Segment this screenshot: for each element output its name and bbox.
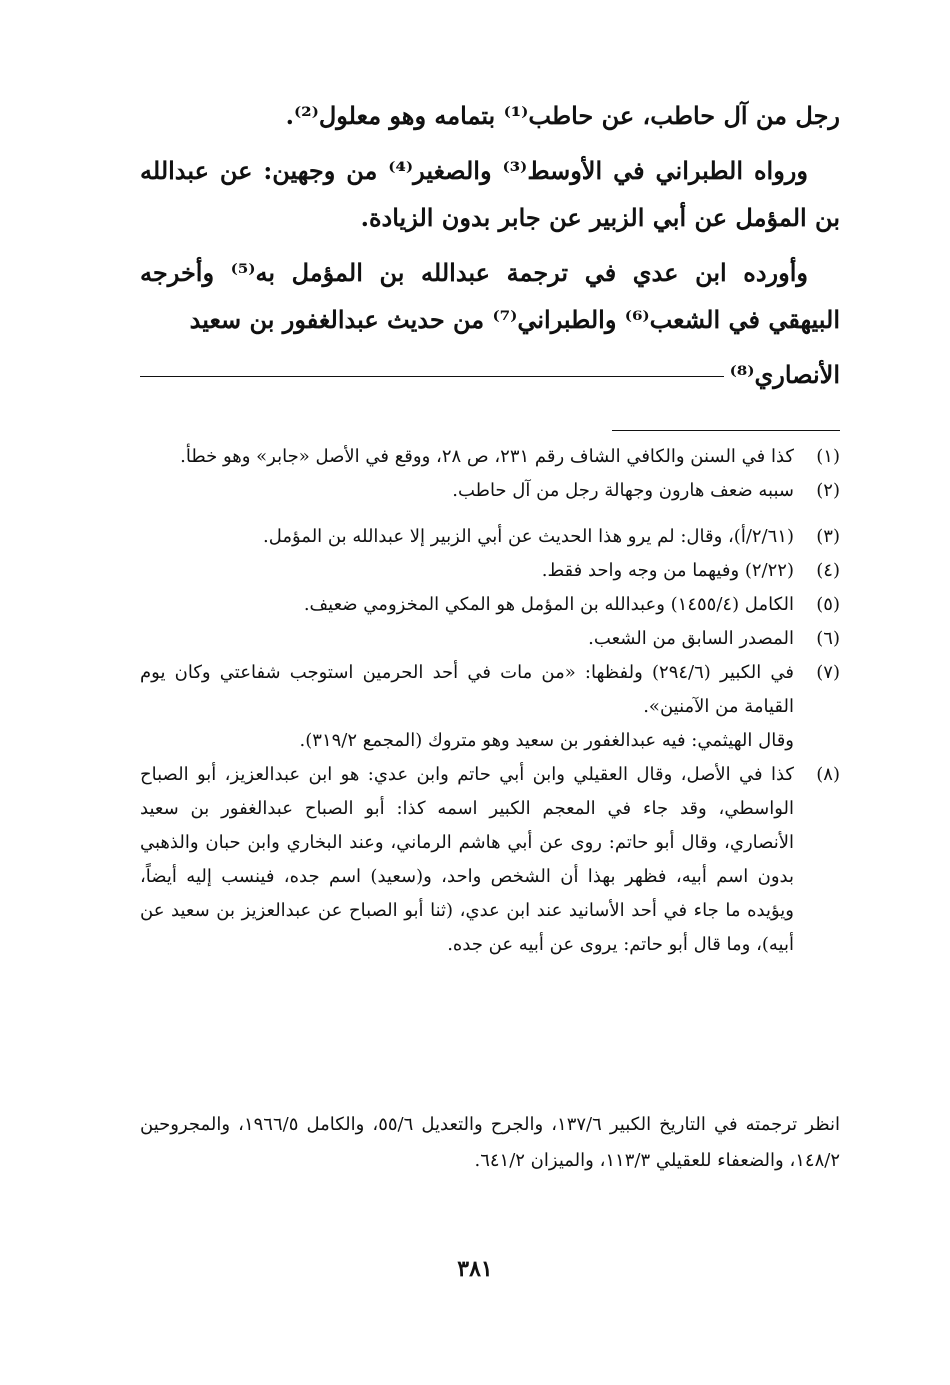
footnote-number: (٢) xyxy=(816,480,840,501)
footnote-number: (٣) xyxy=(816,526,840,547)
footnote-number: (٨) xyxy=(816,764,840,785)
footnote-text: المصدر السابق من الشعب. xyxy=(588,628,794,649)
footnote xyxy=(140,588,840,622)
footnote-number: (٥) xyxy=(816,594,840,615)
footnote xyxy=(140,520,840,554)
footnote xyxy=(140,656,840,758)
footnote-number: (٧) xyxy=(816,662,840,683)
footnote xyxy=(140,440,840,474)
footnote-text: كذا في الأصل، وقال العقيلي وابن أبي حاتم وابن عدي: هو ابن عبدالعزيز، أبو الصباح الواسطي، وقد جاء في المعجم الكبير اسمه كذا: أبو الصباح عبدالغفور بن سعيد الأنصاري، وقال أبو حاتم: روى عن أبي هاشم الرماني، وعند البخاري وابن حبان والذهبي بدون اسم أبيه، فظهر بهذا أن الشخص واحد، و(سعيد) اسم جده، فينسب إليه أيضاً، ويؤيده ما جاء في أحد الأسانيد عند ابن عدي، (ثنا أبو الصباح عن عبدالعزيز بن سعيد عن أبيه)، وما قال أبو حاتم: يروى عن أبيه عن جده. xyxy=(140,764,794,955)
main-text xyxy=(140,92,840,398)
main-paragraph-3-tail: الأنصاري⁽⁸⁾ xyxy=(729,360,840,389)
main-line-1: رجل من آل حاطب، عن حاطب⁽¹⁾ بتمامه وهو معلول⁽²⁾. xyxy=(285,101,840,130)
footnote-text: سببه ضعف هارون وجهالة رجل من آل حاطب. xyxy=(452,480,794,501)
spacer xyxy=(140,508,840,520)
footnote-text: (٢/٦١/أ)، وقال: لم يرو هذا الحديث عن أبي الزبير إلا عبدالله بن المؤمل. xyxy=(263,526,794,547)
footnote xyxy=(140,554,840,588)
footnote-text: (٢/٢٢) وفيهما من وجه واحد فقط. xyxy=(541,560,794,581)
footnote-text: في الكبير (٢٩٤/٦) ولفظها: «من مات في أحد الحرمين استوجب شفاعتي وكان يوم القيامة من الآمنين». xyxy=(140,662,795,717)
footnote-number: (٤) xyxy=(816,560,840,581)
footnote xyxy=(140,622,840,656)
main-paragraph-2: ورواه الطبراني في الأوسط⁽³⁾ والصغير⁽⁴⁾ من وجهين: عن عبدالله بن المؤمل عن أبي الزبير عن جابر بدون الزيادة. xyxy=(140,156,840,232)
footnote-number: (٦) xyxy=(816,628,840,649)
page-number: ٣٨١ xyxy=(457,1256,493,1282)
footnote xyxy=(140,474,840,508)
line-end-rule xyxy=(140,376,724,377)
footnote-text: كذا في السنن والكافي الشاف رقم ٢٣١، ص ٢٨، ووقع في الأصل «جابر» وهو خطأ. xyxy=(180,446,794,467)
footnote-body xyxy=(140,656,794,758)
footnote-number: (١) xyxy=(816,446,840,467)
main-paragraph-3: وأورده ابن عدي في ترجمة عبدالله بن المؤمل به⁽⁵⁾ وأخرجه البيهقي في الشعب⁽⁶⁾ والطبراني⁽⁷⁾ من حديث عبدالغفور بن سعيد xyxy=(140,258,840,334)
footnote-subtext: وقال الهيثمي: فيه عبدالغفور بن سعيد وهو متروك (المجمع ٣١٩/٢). xyxy=(299,730,794,751)
main-paragraph-3-last-line xyxy=(140,351,840,398)
footnote-text: الكامل (١٤٥٥/٤) وعبدالله بن المؤمل هو المكي المخزومي ضعيف. xyxy=(303,594,794,615)
footnote xyxy=(140,758,840,962)
references-text: انظر ترجمته في التاريخ الكبير ١٣٧/٦، والجرح والتعديل ٥٥/٦، والكامل ١٩٦٦/٥، والمجروحين ١٤٨/٢، والضعفاء للعقيلي ١١٣/٣، والميزان ٦٤١/٢. xyxy=(140,1114,840,1171)
footnotes xyxy=(140,440,840,962)
footnote-separator xyxy=(612,430,840,431)
references-paragraph xyxy=(140,1107,840,1179)
